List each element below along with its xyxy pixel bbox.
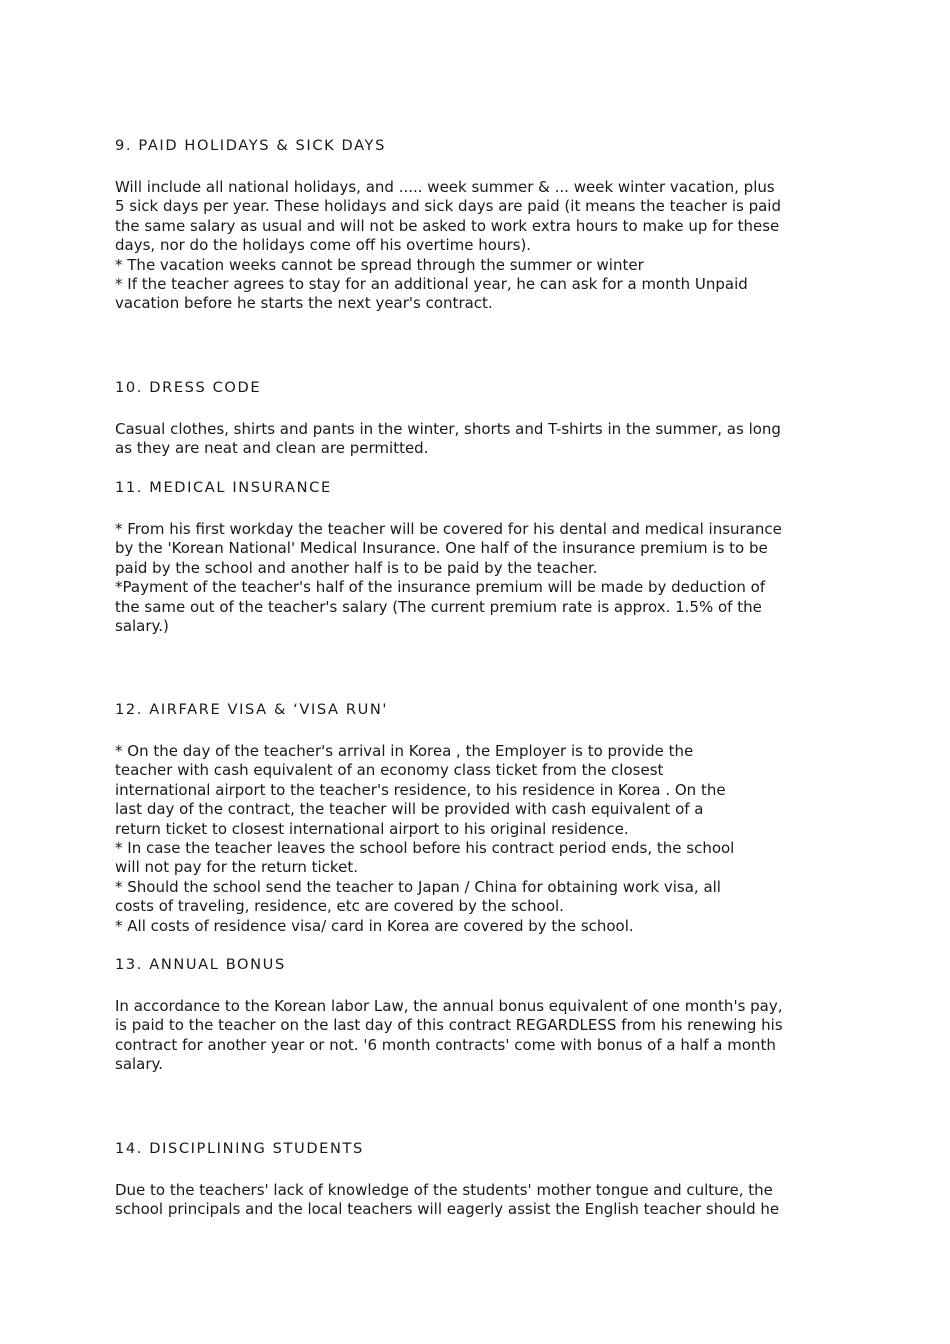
- body-line: last day of the contract, the teacher will be provided with cash equivalent of a: [115, 800, 704, 819]
- body-line: is paid to the teacher on the last day of this contract REGARDLESS from his renewing his: [115, 1016, 783, 1035]
- body-line: salary.): [115, 617, 169, 636]
- body-line: vacation before he starts the next year's contract.: [115, 294, 493, 313]
- section-body-paid-holidays: [115, 178, 845, 314]
- body-line: * If the teacher agrees to stay for an additional year, he can ask for a month Unpaid: [115, 275, 748, 294]
- body-line: 5 sick days per year. These holidays and sick days are paid (it means the teacher is paid: [115, 197, 781, 216]
- body-line: return ticket to closest international airport to his original residence.: [115, 819, 629, 838]
- body-line: * The vacation weeks cannot be spread through the summer or winter: [115, 255, 644, 274]
- body-line: * In case the teacher leaves the school before his contract period ends, the school: [115, 839, 735, 858]
- body-line: days, nor do the holidays come off his overtime hours).: [115, 236, 532, 255]
- body-line: as they are neat and clean are permitted.: [115, 439, 429, 458]
- body-line: school principals and the local teachers will eagerly assist the English teacher should he: [115, 1200, 780, 1219]
- body-line: the same salary as usual and will not be asked to work extra hours to make up for these: [115, 216, 780, 235]
- section-heading-airfare-visa: 12. AIRFARE VISA & ‘VISA RUN': [115, 701, 389, 718]
- section-body-dress-code: [115, 420, 845, 459]
- body-line: * All costs of residence visa/ card in Korea are covered by the school.: [115, 916, 634, 935]
- body-line: by the 'Korean National' Medical Insurance. One half of the insurance premium is to be: [115, 539, 768, 558]
- section-body-medical-insurance: [115, 520, 845, 636]
- section-heading-paid-holidays: 9. PAID HOLIDAYS & SICK DAYS: [115, 137, 386, 154]
- body-line: paid by the school and another half is to be paid by the teacher.: [115, 558, 598, 577]
- body-line: teacher with cash equivalent of an economy class ticket from the closest: [115, 761, 664, 780]
- body-line: *Payment of the teacher's half of the insurance premium will be made by deduction of: [115, 578, 766, 597]
- body-line: salary.: [115, 1055, 164, 1074]
- body-line: international airport to the teacher's residence, to his residence in Korea . On the: [115, 780, 726, 799]
- body-line: * Should the school send the teacher to Japan / China for obtaining work visa, all: [115, 877, 721, 896]
- section-body-disciplining-students: [115, 1181, 845, 1220]
- body-line: In accordance to the Korean labor Law, the annual bonus equivalent of one month's pay,: [115, 997, 783, 1015]
- body-line: Due to the teachers' lack of knowledge of the students' mother tongue and culture, the: [115, 1181, 773, 1199]
- body-line: costs of traveling, residence, etc are covered by the school.: [115, 897, 564, 916]
- body-line: Will include all national holidays, and ..... week summer & ... week winter vacation, plus: [115, 178, 775, 196]
- section-heading-dress-code: 10. DRESS CODE: [115, 379, 262, 396]
- body-line: contract for another year or not. '6 month contracts' come with bonus of a half a month: [115, 1035, 776, 1054]
- body-line: * On the day of the teacher's arrival in Korea , the Employer is to provide the: [115, 742, 694, 760]
- body-line: the same out of the teacher's salary (The current premium rate is approx. 1.5% of the: [115, 597, 762, 616]
- body-line: Casual clothes, shirts and pants in the winter, shorts and T-shirts in the summer, as long: [115, 420, 781, 438]
- section-heading-disciplining-students: 14. DISCIPLINING STUDENTS: [115, 1140, 364, 1157]
- body-line: will not pay for the return ticket.: [115, 858, 358, 877]
- section-heading-medical-insurance: 11. MEDICAL INSURANCE: [115, 479, 332, 496]
- section-body-airfare-visa: [115, 742, 845, 936]
- body-line: * From his first workday the teacher will be covered for his dental and medical insurance: [115, 520, 782, 538]
- section-heading-annual-bonus: 13. ANNUAL BONUS: [115, 956, 286, 973]
- section-body-annual-bonus: [115, 997, 845, 1075]
